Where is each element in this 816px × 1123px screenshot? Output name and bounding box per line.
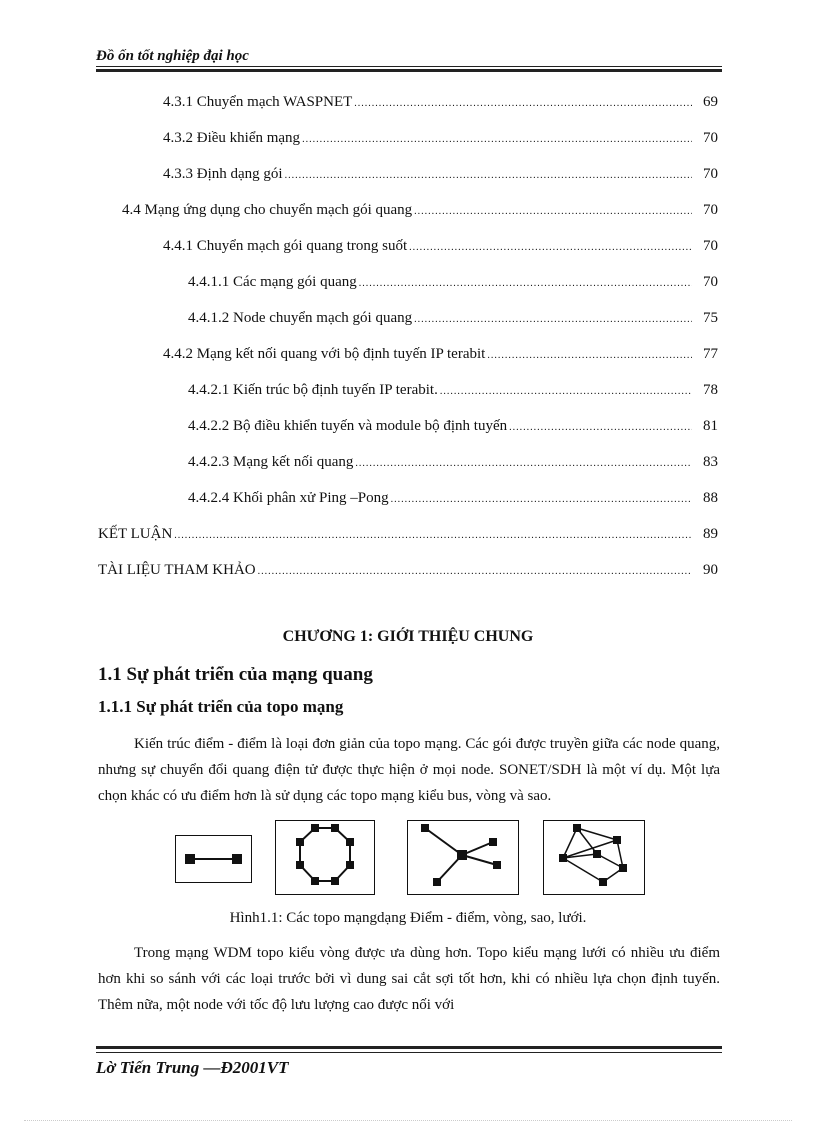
section-heading: 1.1 Sự phát triển của mạng quang — [98, 664, 373, 685]
toc-entry[interactable] — [98, 526, 718, 546]
toc-entry-page: 70 — [703, 238, 718, 254]
toc-leader — [354, 98, 692, 109]
toc-entry[interactable] — [163, 238, 718, 258]
toc-entry[interactable] — [98, 562, 718, 582]
toc-leader — [509, 422, 692, 433]
body-paragraph: Trong mạng WDM topo kiểu vòng được ưa dùng hơn. Topo kiểu mạng lưới có nhiều ưu điểm hơn khi so sánh với các loại trước bởi vì dung sai cắt sợi tốt hơn, khi có nhiều lựa chọn định tuyến. Thêm nữa, một node với tốc độ lưu lượng cao được nối với — [98, 945, 720, 1013]
toc-leader — [414, 206, 692, 217]
toc-leader — [487, 350, 692, 361]
toc-entry-title: 4.3.1 Chuyển mạch WASPNET — [163, 94, 353, 110]
toc-entry[interactable] — [188, 454, 718, 474]
toc-entry-page: 70 — [703, 130, 718, 146]
toc-entry-page: 77 — [703, 346, 718, 362]
star-topology-diagram — [407, 820, 519, 895]
toc-leader — [258, 566, 692, 577]
toc-entry-title: 4.3.3 Định dạng gói — [163, 166, 283, 182]
toc-entry-title: 4.4.1.1 Các mạng gói quang — [188, 274, 357, 290]
toc-entry-title: 4.4.2.4 Khối phân xử Ping –Pong — [188, 490, 389, 506]
page-header: Đồ ốn tốt nghiệp đại học — [96, 48, 249, 64]
toc-entry-page: 69 — [703, 94, 718, 110]
toc-entry-title: 4.4.1 Chuyển mạch gói quang trong suốt — [163, 238, 408, 254]
subsection-heading: 1.1.1 Sự phát triển của topo mạng — [98, 697, 344, 716]
toc-entry[interactable] — [188, 310, 718, 330]
toc-leader — [174, 530, 692, 541]
toc-entry-page: 88 — [703, 490, 718, 506]
toc-entry[interactable] — [188, 490, 718, 510]
toc-entry-title: TÀI LIỆU THAM KHẢO — [98, 562, 256, 578]
toc-entry-title: 4.4.2.2 Bộ điều khiển tuyến và module bộ định tuyến — [188, 418, 508, 434]
toc-entry-page: 78 — [703, 382, 718, 398]
topology-figures — [175, 820, 645, 895]
toc-entry[interactable] — [163, 346, 718, 366]
toc-entry[interactable] — [163, 130, 718, 150]
toc-entry[interactable] — [188, 382, 718, 402]
toc-leader — [355, 458, 692, 469]
toc-entry[interactable] — [163, 166, 718, 186]
toc-entry-page: 70 — [703, 166, 718, 182]
body-paragraph: Kiến trúc điểm - điểm là loại đơn giản của topo mạng. Các gói được truyền giữa các node quang, nhưng sự chuyển đổi quang điện tử được thực hiện ở mọi node. SONET/SDH là một ví dụ. Một lựa chọn khác có ưu điểm hơn là sử dụng các topo mạng kiểu bus, vòng và sao. — [98, 736, 720, 804]
ring-topology-diagram — [275, 820, 375, 895]
toc-entry[interactable] — [188, 274, 718, 294]
toc-leader — [302, 134, 692, 145]
header-rule-thin — [96, 66, 722, 67]
toc-entry[interactable] — [122, 202, 718, 222]
toc-entry[interactable] — [163, 94, 718, 114]
toc-entry-title: 4.4.2.1 Kiến trúc bộ định tuyến IP terabit. — [188, 382, 438, 398]
point-to-point-topology-diagram — [175, 835, 252, 910]
toc-entry[interactable] — [188, 418, 718, 438]
toc-entry-page: 70 — [703, 274, 718, 290]
toc-entry-title: 4.3.2 Điều khiển mạng — [163, 130, 301, 146]
toc-entry-page: 75 — [703, 310, 718, 326]
page-bottom-border — [24, 1120, 792, 1121]
toc-leader — [391, 494, 692, 505]
toc-entry-title: 4.4.2 Mạng kết nối quang với bộ định tuyến IP terabit — [163, 346, 486, 362]
figure-caption: Hình1.1: Các topo mạngdạng Điểm - điểm, vòng, sao, lưới. — [229, 910, 587, 926]
chapter-title: CHƯƠNG 1: GIỚI THIỆU CHUNG — [282, 628, 534, 645]
footer-rule-thin — [96, 1052, 722, 1053]
header-rule-thick — [96, 69, 722, 72]
page-footer: Lờ Tiến Trung —Đ2001VT — [96, 1058, 289, 1077]
toc-entry-title: 4.4 Mạng ứng dụng cho chuyển mạch gói quang — [122, 202, 413, 218]
toc-leader — [359, 278, 692, 289]
toc-leader — [414, 314, 692, 325]
toc-entry-page: 81 — [703, 418, 718, 434]
mesh-topology-diagram — [543, 820, 645, 895]
toc-entry-title: KẾT LUẬN — [98, 526, 173, 542]
toc-leader — [440, 386, 692, 397]
toc-entry-page: 70 — [703, 202, 718, 218]
toc-entry-title: 4.4.2.3 Mạng kết nối quang — [188, 454, 354, 470]
toc-entry-page: 90 — [703, 562, 718, 578]
toc-entry-title: 4.4.1.2 Node chuyển mạch gói quang — [188, 310, 413, 326]
toc-leader — [409, 242, 692, 253]
toc-entry-page: 83 — [703, 454, 718, 470]
toc-leader — [285, 170, 692, 181]
footer-rule-thick — [96, 1046, 722, 1049]
toc-entry-page: 89 — [703, 526, 718, 542]
